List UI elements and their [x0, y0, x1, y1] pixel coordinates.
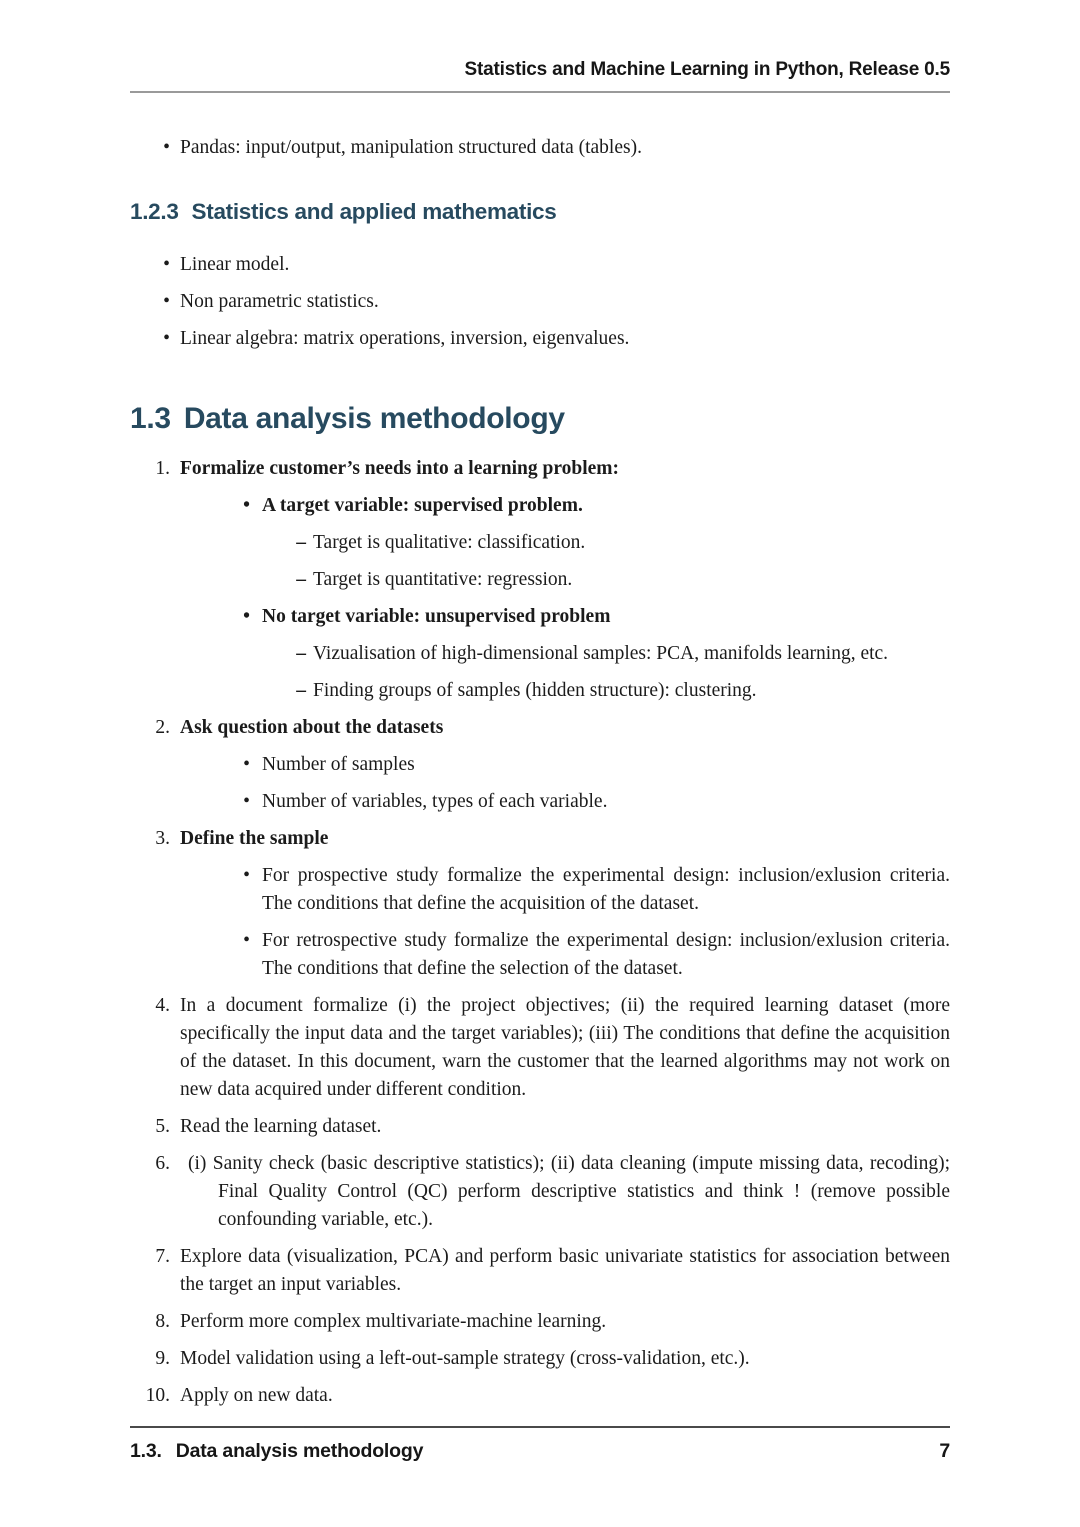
sub-item-text: Number of variables, types of each variable.: [262, 791, 608, 812]
section-number: 1.3: [130, 402, 171, 435]
numbered-item-1: [130, 455, 950, 705]
dash-icon: –: [296, 643, 306, 664]
section-number: 1.2.3: [130, 199, 179, 224]
numbered-item-2: [130, 714, 950, 816]
bullet-icon: •: [163, 254, 170, 275]
page-content: [130, 118, 950, 1410]
item-number: 1.: [155, 458, 170, 479]
sub-item-text: For retrospective study formalize the experimental design: inclusion/exlusion criteria. The conditions that define the selection of the dataset.: [262, 930, 950, 979]
numbered-item-3: [130, 825, 950, 983]
numbered-item-7: [130, 1243, 950, 1299]
item-number: 5.: [155, 1116, 170, 1137]
item-number: 6.: [155, 1153, 170, 1174]
page-number: 7: [939, 1440, 950, 1462]
item-text: Model validation using a left-out-sample strategy (cross-validation, etc.).: [180, 1348, 750, 1369]
sub-sub-item-text: Target is qualitative: classification.: [313, 532, 586, 553]
footer-section-title: Data analysis methodology: [175, 1440, 424, 1462]
numbered-item-10: [130, 1382, 950, 1410]
sub-item: [180, 788, 950, 816]
bullet-icon: •: [243, 495, 250, 516]
item-text: Apply on new data.: [180, 1385, 333, 1406]
bullet-icon: •: [243, 754, 250, 775]
sub-sub-item: [180, 529, 950, 557]
numbered-item-8: [130, 1308, 950, 1336]
numbered-item-4: [130, 992, 950, 1104]
section-title: Data analysis methodology: [183, 402, 565, 435]
numbered-item-6: [130, 1150, 950, 1234]
list-item: [130, 288, 950, 316]
page-footer: [130, 1426, 950, 1465]
sub-sub-item-text: Vizualisation of high-dimensional samples: PCA, manifolds learning, etc.: [313, 643, 889, 664]
list-item-text: Linear algebra: matrix operations, inversion, eigenvalues.: [180, 328, 630, 349]
item-number: 8.: [155, 1311, 170, 1332]
sub-item-text: No target variable: unsupervised problem: [262, 606, 611, 627]
bullet-icon: •: [243, 606, 250, 627]
item-text: Explore data (visualization, PCA) and perform basic univariate statistics for association between the target an input variables.: [180, 1246, 950, 1295]
item-number: 3.: [155, 828, 170, 849]
sub-item-text: A target variable: supervised problem.: [262, 495, 583, 516]
numbered-list: [130, 455, 950, 1410]
sub-sub-item: [180, 566, 950, 594]
list-item-text: Pandas: input/output, manipulation structured data (tables).: [180, 137, 642, 158]
section-title: Statistics and applied mathematics: [191, 199, 557, 224]
sub-item: [180, 492, 950, 520]
item-number: 7.: [155, 1246, 170, 1267]
list-item-text: Non parametric statistics.: [180, 291, 379, 312]
sub-item: [180, 927, 950, 983]
sub-sub-item: [180, 640, 950, 668]
sub-item-text: Number of samples: [262, 754, 415, 775]
item-text: In a document formalize (i) the project objectives; (ii) the required learning dataset (more specifically the input data and the target variables); (iii) The conditions that define the acquisition of the dataset. In this document, warn the customer that the learned algorithms may not work on new data acquired under different condition.: [180, 995, 950, 1100]
sub-sub-item: [180, 677, 950, 705]
list-item-text: Linear model.: [180, 254, 290, 275]
numbered-item-5: [130, 1113, 950, 1141]
bullet-icon: •: [243, 930, 250, 951]
item-number: 9.: [155, 1348, 170, 1369]
section-heading-1-3: [130, 401, 950, 437]
item-text: Define the sample: [180, 828, 329, 849]
dash-icon: –: [296, 680, 306, 701]
item-text: Read the learning dataset.: [180, 1116, 382, 1137]
numbered-item-9: [130, 1345, 950, 1373]
item-number: 4.: [155, 995, 170, 1016]
list-item: [130, 134, 950, 162]
dash-icon: –: [296, 532, 306, 553]
item-number: 2.: [155, 717, 170, 738]
bullet-icon: •: [163, 137, 170, 158]
sub-sub-item-text: Finding groups of samples (hidden structure): clustering.: [313, 680, 757, 701]
sub-item: [180, 603, 950, 631]
bullet-icon: •: [243, 865, 250, 886]
item-text: Perform more complex multivariate-machine learning.: [180, 1311, 607, 1332]
item-text: Ask question about the datasets: [180, 717, 444, 738]
footer-section: [130, 1437, 423, 1465]
sub-item: [180, 751, 950, 779]
bullet-icon: •: [163, 328, 170, 349]
sub-sub-item-text: Target is quantitative: regression.: [313, 569, 573, 590]
item-text: (i) Sanity check (basic descriptive statistics); (ii) data cleaning (impute missing data, recoding); Final Quality Control (QC) perform descriptive statistics and think ! (remove possible confounding variable, etc.).: [188, 1153, 950, 1230]
footer-section-number: 1.3.: [130, 1440, 162, 1462]
list-item: [130, 325, 950, 353]
running-header-title: Statistics and Machine Learning in Python, Release 0.5: [464, 59, 950, 80]
item-text: Formalize customer’s needs into a learning problem:: [180, 458, 620, 479]
item-number: 10.: [145, 1385, 170, 1406]
sub-item: [180, 862, 950, 918]
section-heading-1-2-3: [130, 198, 950, 225]
list-item: [130, 251, 950, 279]
running-header: [130, 56, 950, 93]
bullet-icon: •: [243, 791, 250, 812]
bullet-icon: •: [163, 291, 170, 312]
sub-item-text: For prospective study formalize the experimental design: inclusion/exlusion criteria. The conditions that define the acquisition of the dataset.: [262, 865, 950, 914]
dash-icon: –: [296, 569, 306, 590]
